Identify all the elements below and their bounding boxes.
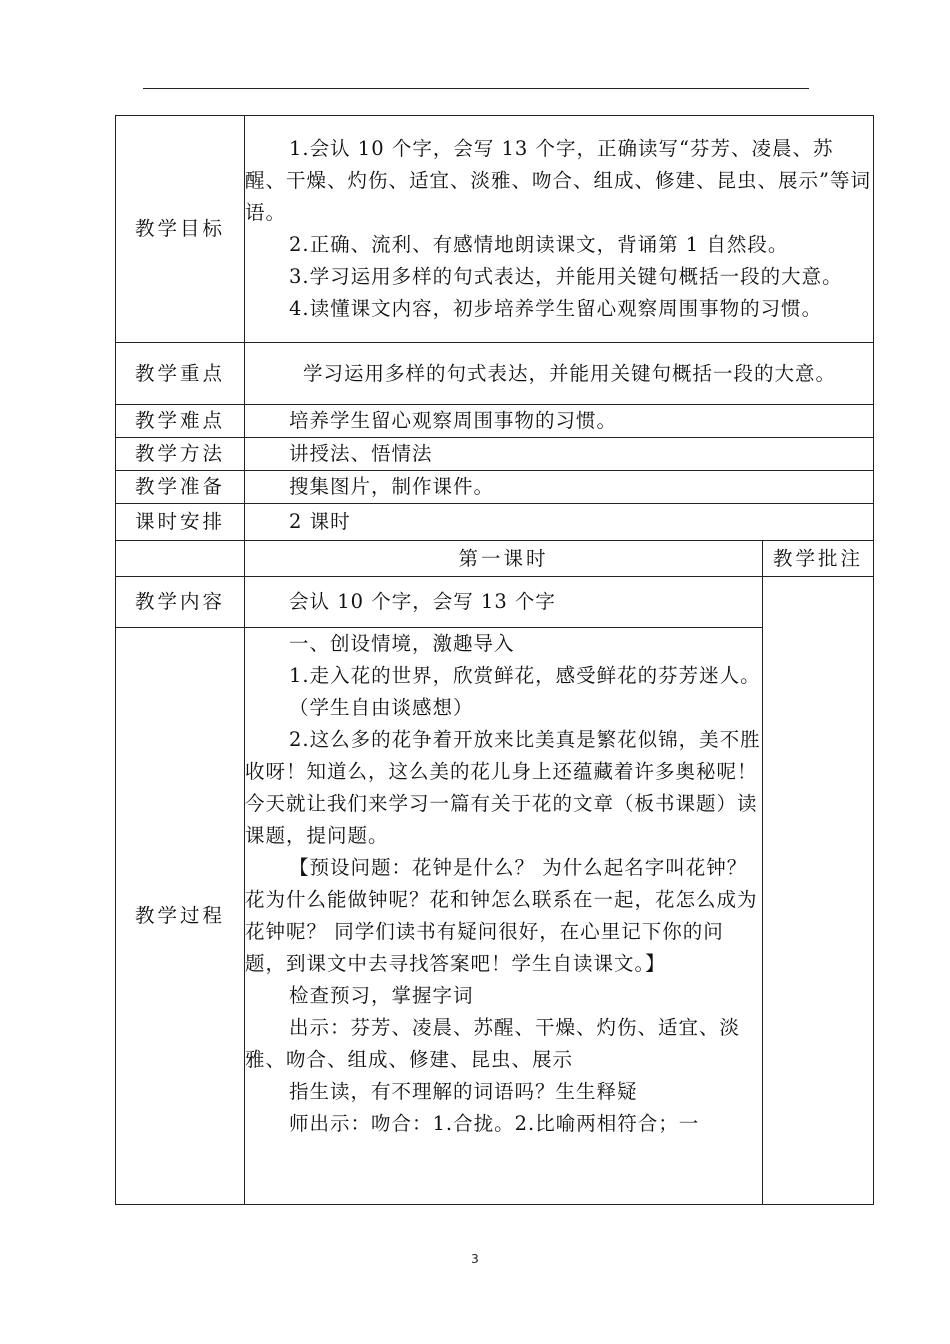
preparation-text: 搜集图片，制作课件。 (289, 475, 495, 498)
lesson-plan-table (115, 115, 874, 1205)
row-schedule (116, 504, 874, 541)
label-key-points: 教学重点 (116, 343, 245, 405)
key-points-content (245, 343, 874, 405)
content-text-cell (245, 577, 763, 628)
goal-4: 4.读懂课文内容，初步培养学生留心观察周围事物的习惯。 (289, 297, 823, 320)
difficulties-text: 培养学生留心观察周围事物的习惯。 (289, 409, 618, 432)
row-process (116, 628, 874, 1205)
process-line-2: 1.走入花的世界，欣赏鲜花，感受鲜花的芬芳迷人。 (289, 664, 761, 687)
teaching-goals-content (245, 116, 874, 343)
header-rule (143, 88, 809, 89)
methods-content (245, 438, 874, 471)
key-points-text: 学习运用多样的句式表达，并能用关键句概括一段的大意。 (303, 361, 837, 385)
row-methods (116, 438, 874, 471)
methods-text: 讲授法、悟情法 (289, 442, 433, 465)
schedule-content (245, 504, 874, 541)
goal-1: 1.会认 10 个字，会写 13 个字，正确读写“芬芳、凌晨、苏醒、干燥、灼伤、适宜、淡雅、吻合、组成、修建、昆虫、展示”等词语。 (245, 137, 871, 224)
row-preparation (116, 471, 874, 504)
difficulties-content (245, 405, 874, 438)
process-line-8: 指生读，有不理解的词语吗？生生释疑 (289, 1080, 638, 1103)
label-methods: 教学方法 (116, 438, 245, 471)
lesson-title: 第一课时 (245, 541, 763, 577)
process-line-3: （学生自由谈感想） (289, 696, 474, 719)
process-line-1: 一、创设情境，激趣导入 (289, 632, 515, 655)
preparation-content (245, 471, 874, 504)
content-text: 会认 10 个字，会写 13 个字 (289, 590, 556, 613)
schedule-text: 2 课时 (289, 510, 351, 533)
process-content (245, 628, 763, 1205)
page-number: 3 (471, 1252, 479, 1266)
lesson-header-blank (116, 541, 245, 577)
row-difficulties (116, 405, 874, 438)
row-content (116, 577, 874, 628)
notes-header: 教学批注 (763, 541, 874, 577)
process-line-9: 师出示：吻合：1.合拢。2.比喻两相符合；一 (289, 1112, 700, 1135)
goal-2: 2.正确、流利、有感情地朗读课文，背诵第 1 自然段。 (289, 233, 789, 256)
label-teaching-goals: 教学目标 (116, 116, 245, 343)
label-difficulties: 教学难点 (116, 405, 245, 438)
label-schedule: 课时安排 (116, 504, 245, 541)
label-preparation: 教学准备 (116, 471, 245, 504)
process-line-6: 检查预习，掌握字词 (289, 984, 474, 1007)
notes-column (763, 577, 874, 1205)
process-line-7: 出示：芬芳、凌晨、苏醒、干燥、灼伤、适宜、淡雅、吻合、组成、修建、昆虫、展示 (245, 1016, 741, 1071)
row-teaching-goals (116, 116, 874, 343)
row-lesson-header (116, 541, 874, 577)
goal-3: 3.学习运用多样的句式表达，并能用关键句概括一段的大意。 (289, 265, 843, 288)
label-content: 教学内容 (116, 577, 245, 628)
process-line-4: 2.这么多的花争着开放来比美真是繁花似锦，美不胜收呀！知道么，这么美的花儿身上还蕴藏着许多奥秘呢！今天就让我们来学习一篇有关于花的文章（板书课题）读课题，提问题。 (245, 728, 761, 847)
process-line-5: 【预设问题：花钟是什么？ 为什么起名字叫花钟？ 花为什么能做钟呢？花和钟怎么联系在一起，花怎么成为花钟呢？ 同学们读书有疑问很好，在心里记下你的问题，到课文中去寻找答案吧！学生自读课文。】 (245, 856, 758, 975)
label-process: 教学过程 (116, 628, 245, 1205)
row-key-points (116, 343, 874, 405)
